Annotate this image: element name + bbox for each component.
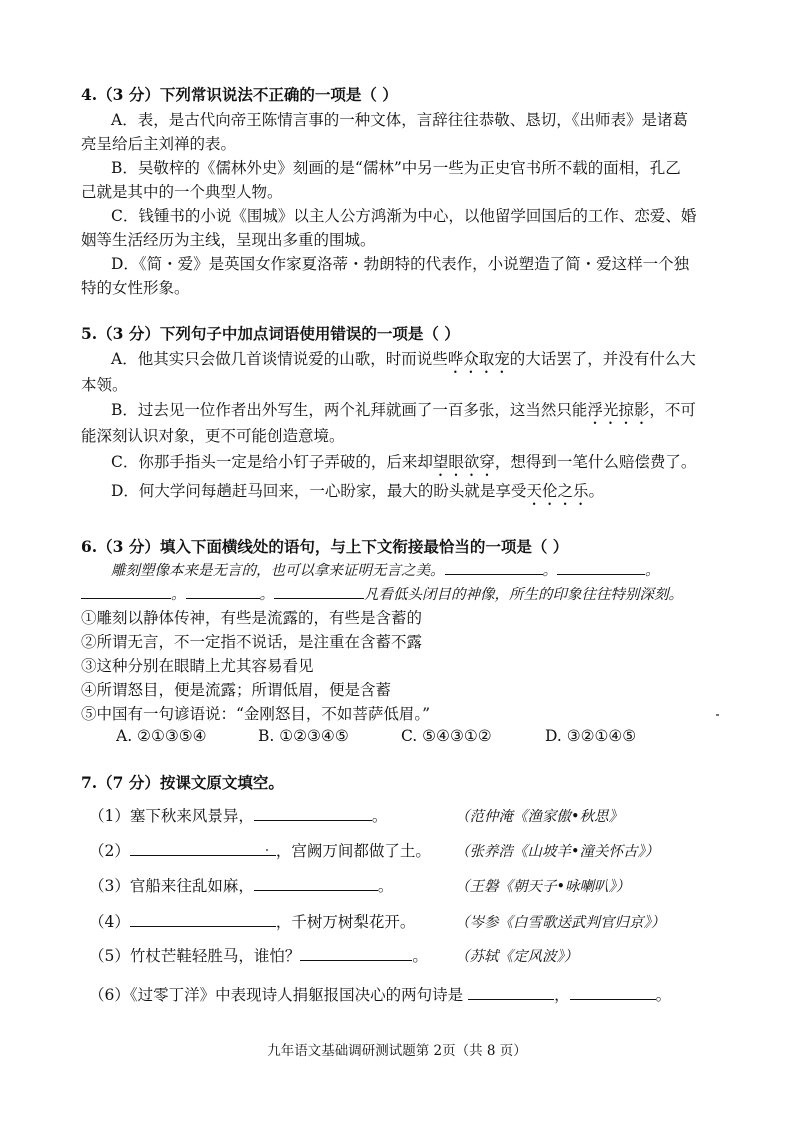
q7-line-5 [89,944,428,966]
q7-5-text: （5）竹杖芒鞋轻胜马，谁怕？ [89,947,301,965]
q4-option-c: C．钱锺书的小说《围城》以主人公方鸿渐为中心，以他留学回国后的工作、恋爱、婚 [111,207,697,225]
q6-dot-2: 。 [645,563,660,579]
q6-item-4: ④所谓怒目，便是流露；所谓低眉，便是含蓄 [81,681,392,699]
q5-option-a-cont: 本领。 [81,376,128,394]
q4-option-b-cont: 己就是其中的一个典型人物。 [81,183,283,201]
q7-2-blank[interactable] [130,841,276,856]
q5-b-text-post: ，不可 [649,401,696,419]
q7-4-blank[interactable] [130,912,276,927]
q6-blank-3[interactable] [81,584,171,599]
q7-line-4 [89,910,415,932]
q7-1-text: （1）塞下秋来风景异， [89,807,254,825]
q7-line-2 [89,839,431,861]
q5-c-text: C．你那手指头一定是给小钉子弄破的，后来却 [111,453,433,471]
scan-speck [716,714,719,716]
q7-5-source: （苏轼《定风波》） [455,949,579,965]
q4-option-d-cont: 特的女性形象。 [81,279,190,297]
q7-1-end: 。 [371,807,388,825]
q7-4-text: ，千树万树梨花开。 [275,913,416,931]
scan-speck [266,849,268,851]
q7-line-1 [89,804,387,826]
q5-stem: 5.（3 分）下列句子中加点词语使用错误的一项是（ ） [81,324,460,343]
q6-dot-4: 。 [259,587,274,603]
q5-a-dotted-word: 哗众取宠 [447,350,510,368]
q7-3-text: （3）官船来往乱如麻， [89,877,254,895]
q7-1-blank[interactable] [254,806,372,821]
q5-option-b-cont: 能深刻认识对象，更不可能创造意境。 [81,427,345,445]
q5-d-text-post: 。 [588,482,604,500]
q7-line-3 [89,874,393,896]
q7-6-end: 。 [655,986,672,1004]
q6-item-5: ⑤中国有一句谚语说：“金刚怒目，不如菩萨低眉。” [81,705,431,723]
q6-dot-1: 。 [542,563,557,579]
q7-5-end: 。 [412,947,428,965]
q4-option-d: D．《简・爱》是英国女作家夏洛蒂・勃朗特的代表作，小说塑造了简・爱这样一个独 [111,255,690,273]
q4-option-b: B．吴敬梓的《儒林外史》刻画的是“儒林”中另一些为正史官书所不载的面相，孔乙 [111,159,681,177]
q5-option-a [111,347,696,377]
q5-b-text: B．过去见一位作者出外写生，两个礼拜就画了一百多张，这当然只能 [111,401,588,419]
q7-6-blank-2[interactable] [570,985,656,1000]
q7-2-source: （张养浩《山坡羊•潼关怀古》） [455,844,660,860]
q6-dot-3: 。 [171,587,186,603]
q7-stem: 7.（7 分）按课文原文填空。 [81,773,284,792]
q4-option-c-cont: 姻等生活经历为主线，呈现出多重的围城。 [81,231,376,249]
q5-a-text: A．他其实只会做几首谈情说爱的山歌，时而说些 [111,350,448,368]
q6-option-d[interactable]: D. ③②①④⑤ [545,727,637,745]
q4-stem: 4.（3 分）下列常识说法不正确的一项是（ ） [81,85,398,104]
q6-option-b[interactable]: B. ①②③④⑤ [258,727,349,745]
q6-blank-2[interactable] [557,560,645,575]
q5-c-dotted-word: 望眼欲穿 [432,453,495,471]
q5-b-dotted-word: 浮光掠影 [587,401,650,419]
q7-2-num: （2） [89,842,130,860]
q7-2-text: ，宫阙万间都做了土。 [275,842,431,860]
q6-item-1: ①雕刻以静体传神，有些是流露的，有些是含蓄的 [81,609,423,627]
q6-option-a[interactable]: A. ②①③⑤④ [116,727,207,745]
q5-d-dotted-word: 天伦之乐 [526,482,589,500]
q5-option-c [111,450,696,480]
q4-option-a: A．表，是古代向帝王陈情言事的一种文体，言辞往往恭敬、恳切，《出师表》是诸葛 [111,111,688,129]
q6-blank-5[interactable] [274,584,364,599]
q4-option-a-cont: 亮呈给后主刘禅的表。 [81,135,237,153]
q7-6-blank-1[interactable] [468,985,554,1000]
q7-3-source: （王磐《朝天子•咏喇叭》） [455,879,631,895]
q7-5-blank[interactable] [300,946,412,961]
q6-passage-text: 雕刻塑像本来是无言的，也可以拿来证明无言之美。 [111,563,445,579]
q6-stem: 6.（3 分）填入下面横线处的语句，与上下文衔接最恰当的一项是（ ） [81,537,569,556]
q6-passage-line2 [81,583,683,604]
q6-blank-4[interactable] [186,584,260,599]
q7-1-source: （范仲淹《渔家傲•秋思》 [455,809,624,825]
q6-item-2: ②所谓无言，不一定指不说话，是注重在含蓄不露 [81,633,423,651]
q7-6-text: （6）《过零丁洋》中表现诗人捐躯报国决心的两句诗是 [89,986,464,1004]
q6-blank-1[interactable] [445,560,543,575]
q5-c-text-post: ，想得到一笔什么赔偿费了。 [494,453,697,471]
page-footer: 九年语文基础调研测试题第 2页（共 8 页） [267,1043,527,1059]
q5-option-d [111,479,604,509]
q6-item-3: ③这种分别在眼睛上尤其容易看见 [81,657,314,675]
q7-3-end: 。 [377,877,394,895]
q7-4-num: （4） [89,913,130,931]
q7-6-comma: ， [554,986,570,1004]
q7-3-blank[interactable] [254,876,378,891]
q6-passage-line1 [111,559,660,580]
q6-option-c[interactable]: C. ⑤④③①② [401,727,492,745]
q6-passage-text-2: 凡看低头闭目的神像，所生的印象往往特别深刻。 [364,587,683,603]
q7-4-source: （岑参《白雪歌送武判官归京》） [455,915,666,931]
q5-a-text-post: 的大话罢了，并没有什么大 [509,350,696,368]
q5-d-text: D．何大学问每趟赶马回来，一心盼家，最大的盼头就是享受 [111,482,527,500]
q7-line-6 [89,983,671,1005]
